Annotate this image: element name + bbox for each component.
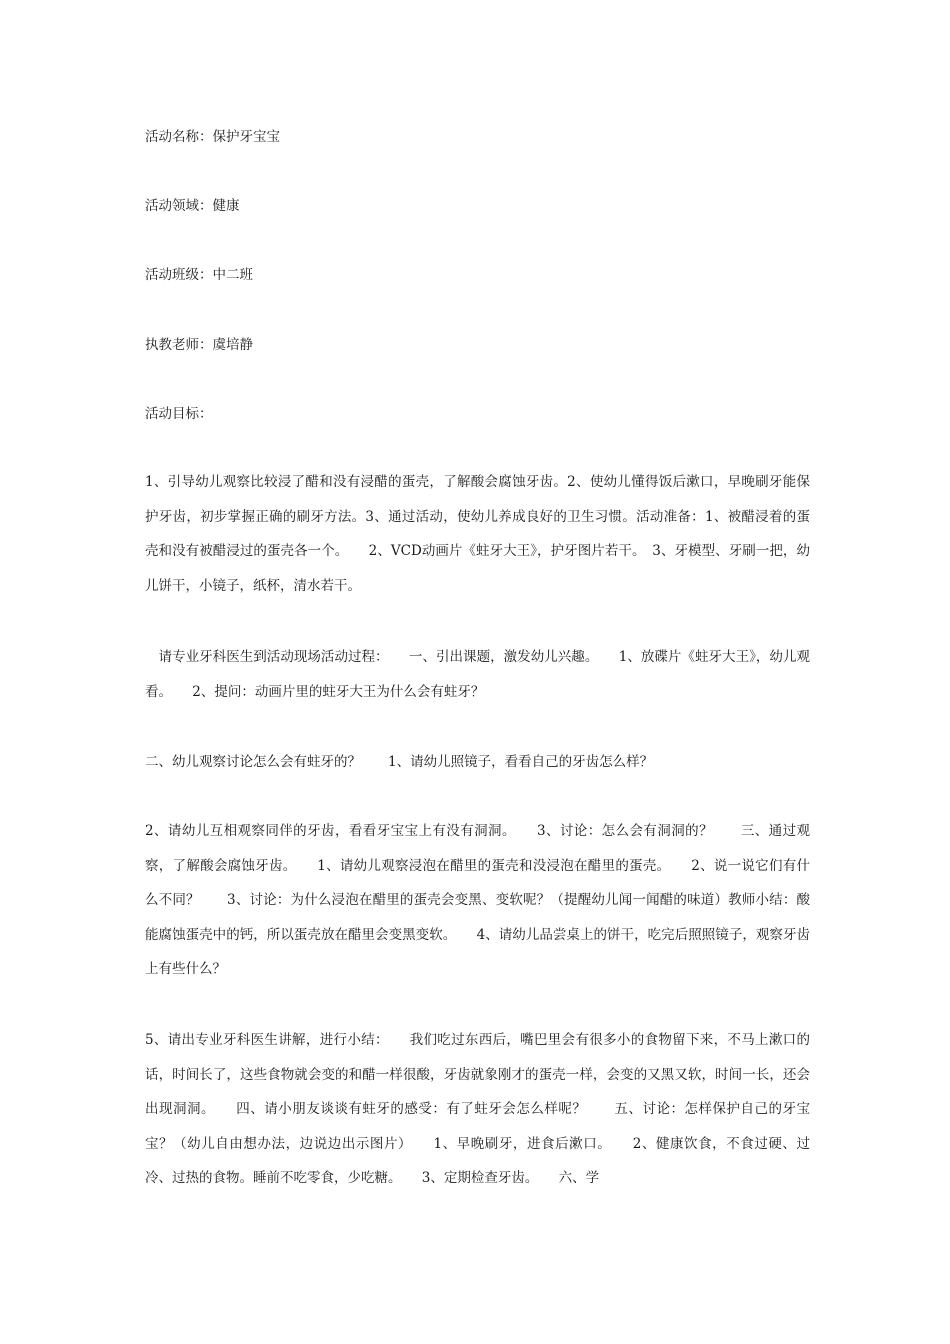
field-label: 活动领域： xyxy=(145,198,213,214)
field-value: 健康 xyxy=(212,198,240,214)
field-label: 活动目标： xyxy=(145,406,213,422)
field-activity-name xyxy=(145,127,280,147)
paragraph-goals-preparation: 1、引导幼儿观察比较浸了醋和没有浸醋的蛋壳，了解酸会腐蚀牙齿。2、使幼儿懂得饭后漱口，早晚刷牙能保护牙齿，初步掌握正确的刷牙方法。3、通过活动，使幼儿养成良好的卫生习惯。活动准备：1、被醋浸着的蛋壳和没有被醋浸过的蛋壳各一个。 2、VCD动画片《蛀牙大王》，护牙图片若干。 3、牙模型、牙刷一把，幼儿饼干，小镜子，纸杯，清水若干。 xyxy=(145,474,810,594)
field-value: 虞培静 xyxy=(212,337,253,353)
field-label: 活动名称： xyxy=(145,129,213,145)
paragraph-observation: 2、请幼儿互相观察同伴的牙齿，看看牙宝宝上有没有洞洞。 3、讨论：怎么会有洞洞的？ 三、通过观察，了解酸会腐蚀牙齿。 1、请幼儿观察浸泡在醋里的蛋壳和没浸泡在醋里的蛋壳。 2、说一说它们有什么不同？ 3、讨论：为什么浸泡在醋里的蛋壳会变黑、变软呢？（提醒幼儿闻一闻醋的味道）教师小结：酸能腐蚀蛋壳中的钙，所以蛋壳放在醋里会变黑变软。 4、请幼儿品尝桌上的饼干，吃完后照照镜子，观察牙齿上有些什么？ xyxy=(145,823,810,977)
paragraph-discussion: 二、幼儿观察讨论怎么会有蛀牙的？ 1、请幼儿照镜子，看看自己的牙齿怎么样？ xyxy=(145,754,654,770)
field-activity-domain xyxy=(145,196,240,216)
field-label: 执教老师： xyxy=(145,337,213,353)
field-activity-goals xyxy=(145,404,213,424)
paragraph-summary: 5、请出专业牙科医生讲解，进行小结： 我们吃过东西后，嘴巴里会有很多小的食物留下来，不马上漱口的话，时间长了，这些食物就会变的和醋一样很酸，牙齿就象刚才的蛋壳一样，会变的又黑又软，时间一长，还会出现洞洞。 四、请小朋友谈谈有蛀牙的感受：有了蛀牙会怎么样呢？ 五、讨论：怎样保护自己的牙宝宝？（幼儿自由想办法，边说边出示图片） 1、早晚刷牙，进食后漱口。 2、健康饮食，不食过硬、过冷、过热的食物。睡前不吃零食，少吃糖。 3、定期检查牙齿。 六、学 xyxy=(145,1032,810,1186)
field-teacher xyxy=(145,335,253,355)
field-value: 保护牙宝宝 xyxy=(212,129,280,145)
field-value: 中二班 xyxy=(212,267,253,283)
paragraph-process-intro: 请专业牙科医生到活动现场活动过程： 一、引出课题，激发幼儿兴趣。 1、放碟片《蛀牙大王》，幼儿观看。 2、提问：动画片里的蛀牙大王为什么会有蛀牙？ xyxy=(145,649,810,700)
field-label: 活动班级： xyxy=(145,267,213,283)
field-activity-class xyxy=(145,265,253,285)
